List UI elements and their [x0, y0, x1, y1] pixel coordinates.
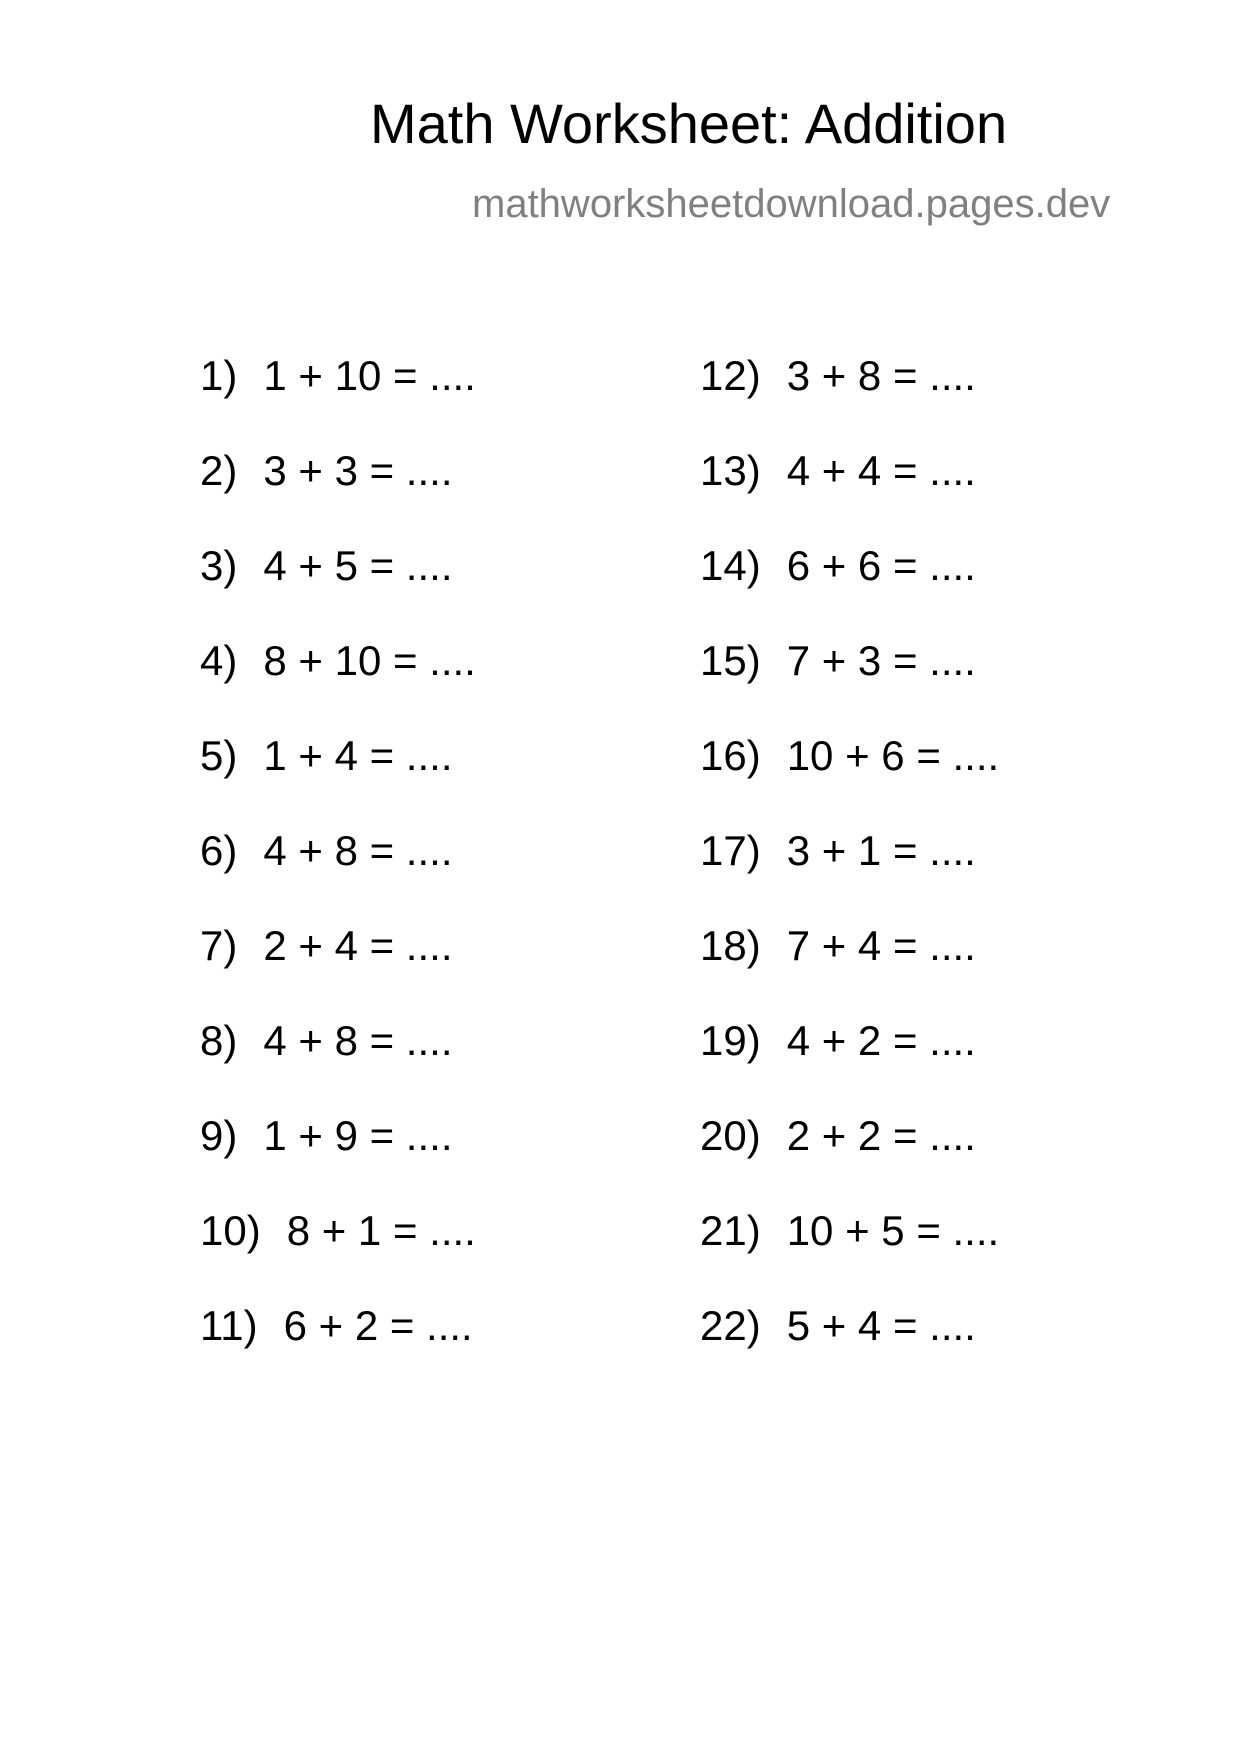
problem-expression: 1 + 10 = .... — [263, 352, 476, 399]
problem-expression: 4 + 5 = .... — [263, 542, 453, 589]
problem-expression: 10 + 6 = .... — [786, 732, 1000, 779]
problem-number: 22) — [700, 1302, 761, 1349]
problem-8 — [200, 1017, 640, 1112]
problem-expression: 8 + 1 = .... — [286, 1207, 476, 1254]
problem-number: 1) — [200, 352, 238, 399]
problem-number: 3) — [200, 542, 238, 589]
problem-number: 6) — [200, 827, 238, 874]
problem-number: 21) — [700, 1207, 761, 1254]
problem-16 — [700, 732, 1140, 827]
problem-expression: 1 + 4 = .... — [263, 732, 453, 779]
problem-22 — [700, 1302, 1140, 1397]
problem-expression: 1 + 9 = .... — [263, 1112, 453, 1159]
problem-13 — [700, 447, 1140, 542]
problem-expression: 4 + 4 = .... — [786, 447, 976, 494]
problem-number: 19) — [700, 1017, 761, 1064]
problem-expression: 7 + 3 = .... — [786, 637, 976, 684]
problem-expression: 3 + 1 = .... — [786, 827, 976, 874]
worksheet-title: Math Worksheet: Addition — [370, 92, 1008, 155]
problem-expression: 6 + 6 = .... — [786, 542, 976, 589]
problem-19 — [700, 1017, 1140, 1112]
problem-2 — [200, 447, 640, 542]
problem-expression: 4 + 2 = .... — [786, 1017, 976, 1064]
problem-expression: 2 + 4 = .... — [263, 922, 453, 969]
problem-expression: 5 + 4 = .... — [786, 1302, 976, 1349]
problem-18 — [700, 922, 1140, 1017]
problem-number: 12) — [700, 352, 761, 399]
problem-number: 20) — [700, 1112, 761, 1159]
problem-15 — [700, 637, 1140, 732]
problem-expression: 2 + 2 = .... — [786, 1112, 976, 1159]
problem-expression: 3 + 3 = .... — [263, 447, 453, 494]
problem-number: 10) — [200, 1207, 261, 1254]
problem-number: 16) — [700, 732, 761, 779]
problem-number: 15) — [700, 637, 761, 684]
problem-number: 7) — [200, 922, 238, 969]
problem-number: 13) — [700, 447, 761, 494]
problem-expression: 8 + 10 = .... — [263, 637, 476, 684]
problem-expression: 3 + 8 = .... — [786, 352, 976, 399]
website-url: mathworksheetdownload.pages.dev — [472, 182, 1111, 226]
problem-4 — [200, 637, 640, 732]
problem-14 — [700, 542, 1140, 637]
problem-number: 11) — [200, 1302, 258, 1349]
problem-7 — [200, 922, 640, 1017]
problem-6 — [200, 827, 640, 922]
problem-21 — [700, 1207, 1140, 1302]
problem-20 — [700, 1112, 1140, 1207]
problem-number: 17) — [700, 827, 761, 874]
problem-10 — [200, 1207, 640, 1302]
problem-3 — [200, 542, 640, 637]
problem-expression: 6 + 2 = .... — [283, 1302, 473, 1349]
problem-number: 14) — [700, 542, 761, 589]
problem-expression: 7 + 4 = .... — [786, 922, 976, 969]
problem-12 — [700, 352, 1140, 447]
problem-expression: 4 + 8 = .... — [263, 1017, 453, 1064]
problem-5 — [200, 732, 640, 827]
problem-number: 4) — [200, 637, 238, 684]
problem-column-left — [200, 352, 640, 1397]
problem-number: 18) — [700, 922, 761, 969]
problem-9 — [200, 1112, 640, 1207]
problem-expression: 10 + 5 = .... — [786, 1207, 1000, 1254]
problem-17 — [700, 827, 1140, 922]
problem-column-right — [700, 352, 1140, 1397]
problem-number: 9) — [200, 1112, 238, 1159]
problem-number: 2) — [200, 447, 238, 494]
problem-expression: 4 + 8 = .... — [263, 827, 453, 874]
problem-11 — [200, 1302, 640, 1397]
problem-1 — [200, 352, 640, 447]
problem-number: 8) — [200, 1017, 238, 1064]
problem-number: 5) — [200, 732, 238, 779]
